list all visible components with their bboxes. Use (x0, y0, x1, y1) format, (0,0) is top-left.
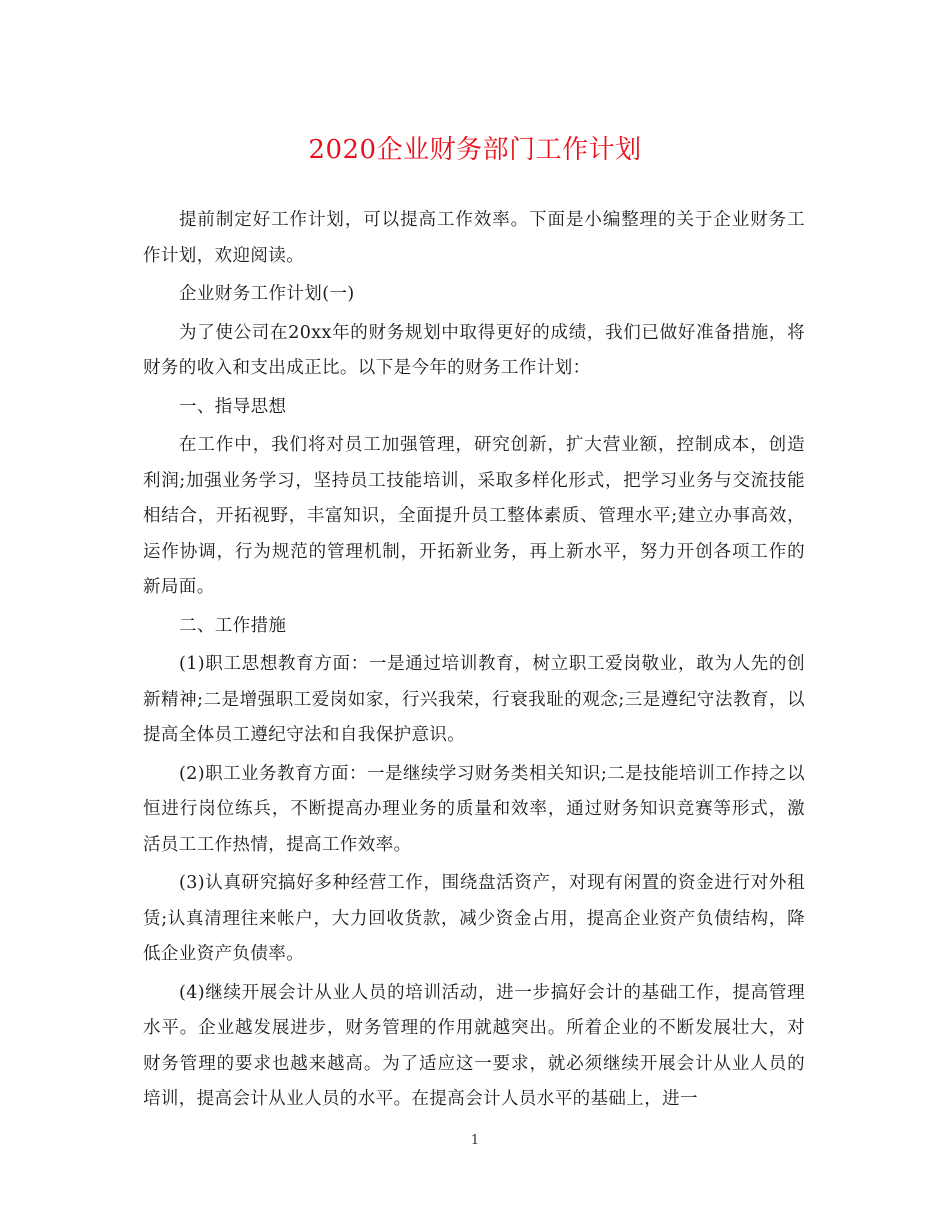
body-paragraph: (1)职工思想教育方面：一是通过培训教育，树立职工爱岗敬业，敢为人先的创新精神;二是增强职工爱岗如家，行兴我荣，行衰我耻的观念;三是遵纪守法教育，以提高全体员工遵纪守法和自我保护意识。 (143, 654, 805, 745)
body-paragraph: (3)认真研究搞好多种经营工作，围绕盘活资产，对现有闲置的资金进行对外租赁;认真清理往来帐户，大力回收货款，减少资金占用，提高企业资产负债结构，降低企业资产负债率。 (143, 873, 805, 964)
document-body (143, 203, 805, 1121)
body-paragraph: 在工作中，我们将对员工加强管理，研究创新，扩大营业额，控制成本，创造利润;加强业务学习，坚持员工技能培训，采取多样化形式，把学习业务与交流技能相结合，开拓视野，丰富知识，全面提升员工整体素质、管理水平;建立办事高效，运作协调，行为规范的管理机制，开拓新业务，再上新水平，努力开创各项工作的新局面。 (143, 435, 805, 597)
intro-paragraph: 提前制定好工作计划，可以提高工作效率。下面是小编整理的关于企业财务工作计划，欢迎阅读。 (143, 210, 805, 266)
section-heading-plan-one: 企业财务工作计划(一) (179, 284, 355, 304)
page-number: 1 (470, 1133, 480, 1148)
body-paragraph: (4)继续开展会计从业人员的培训活动，进一步搞好会计的基础工作，提高管理水平。企业越发展进步，财务管理的作用就越突出。所着企业的不断发展壮大，对财务管理的要求也越来越高。为了适应这一要求，就必须继续开展会计从业人员的培训，提高会计从业人员的水平。在提高会计人员水平的基础上，进一 (143, 982, 805, 1109)
document-title: 2020企业财务部门工作计划 (308, 135, 642, 165)
section-heading-guiding-ideology: 一、指导思想 (179, 396, 287, 417)
section-heading-work-measures: 二、工作措施 (179, 615, 287, 636)
body-paragraph: 为了使公司在20xx年的财务规划中取得更好的成绩，我们已做好准备措施，将财务的收入和支出成正比。以下是今年的财务工作计划： (143, 322, 805, 378)
body-paragraph: (2)职工业务教育方面：一是继续学习财务类相关知识;二是技能培训工作持之以恒进行岗位练兵，不断提高办理业务的质量和效率，通过财务知识竞赛等形式，激活员工工作热情，提高工作效率。 (143, 763, 805, 855)
